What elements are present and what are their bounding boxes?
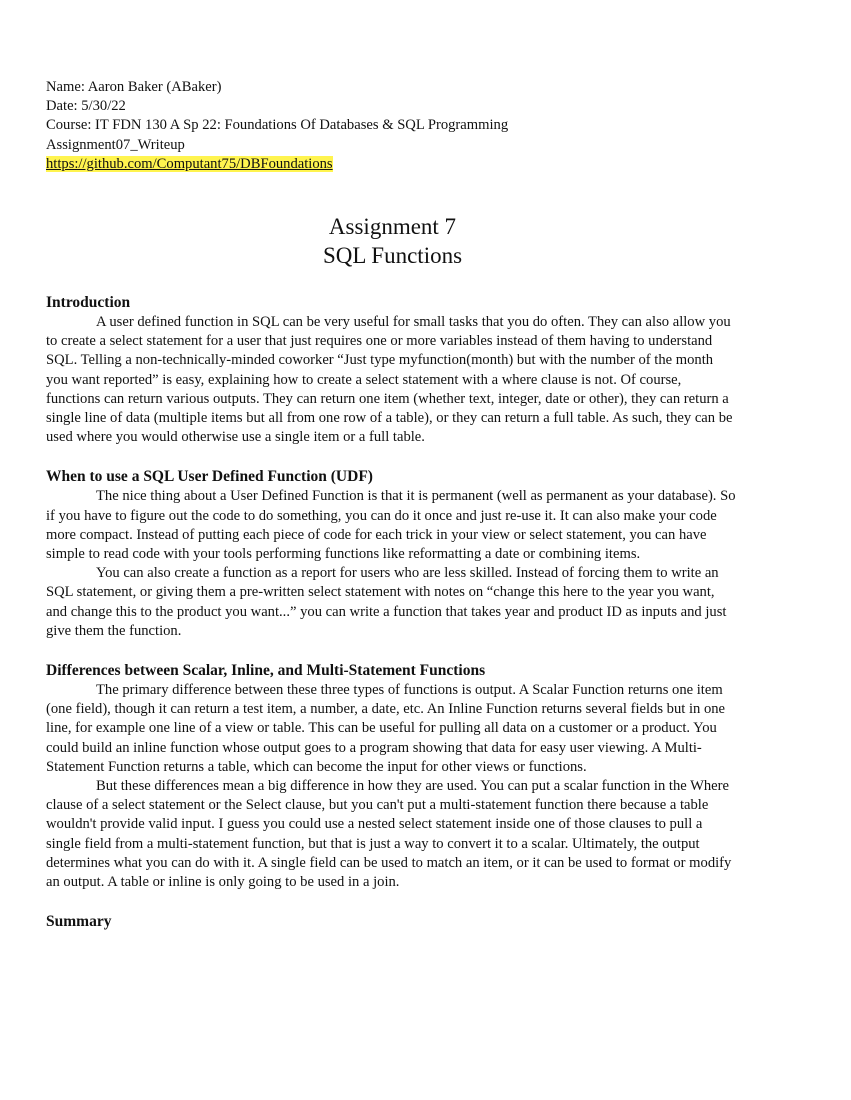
course-title: Course: IT FDN 130 A Sp 22: Foundations Of Databases & SQL Programming	[46, 117, 509, 134]
title-line-1: Assignment 7	[328, 214, 457, 240]
document-title	[46, 212, 739, 270]
paragraph-introduction: A user defined function in SQL can be very useful for small tasks that you do often. They can also allow you to create a select statement for a user that just requires one or more variables instead of them having to understand SQL. Telling a non-technically-minded coworker “Just type myfunction(month) but with the number of the month you want reported” is easy, explaining how to create a select statement with a where clause is not. Of course, functions can return various outputs. They can return one item (whether text, integer, date or other), they can return a single line of data (multiple items but all from one row of a table), or they can return a full table. As such, they can be used where you would otherwise use a single item or a full table.	[46, 314, 733, 446]
title-line-2: SQL Functions	[322, 243, 463, 269]
paragraph-udf-reports: You can also create a function as a report for users who are less skilled. Instead of forcing them to write an SQL statement, or giving them a pre-written select statement with notes on “change this here to the year you want, and change this to the product you want...” you can write a function that takes year and product ID as inputs and just give them the function.	[46, 565, 727, 639]
document-page	[46, 78, 746, 932]
heading-when-to-use-udf: When to use a SQL User Defined Function (UDF)	[46, 468, 373, 486]
paragraph-function-usage: But these differences mean a big difference in how they are used. You can put a scalar function in the Where clause of a select statement or the Select clause, but you can't put a multi-statement function there because a table wouldn't provide valid input. I guess you could use a nested select statement inside one of those clauses to pull a single field from a multi-statement function, but that is just a way to convert it to a scalar. Ultimately, the output determines what you can do with it. A single field can be used to match an item, or it can be used to format or modify an output. A table or inline is only going to be used in a join.	[46, 778, 732, 891]
heading-introduction: Introduction	[46, 294, 131, 312]
assignment-date: Date: 5/30/22	[46, 98, 126, 115]
paragraph-function-outputs: The primary difference between these three types of functions is output. A Scalar Function returns one item (one field), though it can return a test item, a number, a date, etc. An Inline Function returns several fields but in one line, for example one line of a view or table. This can be useful for pulling all data on a customer or a product. You could build an inline function whose output goes to a program showing that data for easy user viewing. A Multi-Statement Function returns a table, which can become the input for other views or functions.	[46, 682, 726, 775]
assignment-name: Assignment07_Writeup	[46, 136, 185, 153]
heading-function-differences: Differences between Scalar, Inline, and Multi-Statement Functions	[46, 662, 486, 680]
header-block	[46, 78, 746, 174]
github-repo-link[interactable]: https://github.com/Computant75/DBFoundations	[46, 155, 333, 172]
author-name: Name: Aaron Baker (ABaker)	[46, 79, 222, 95]
paragraph-udf-permanence: The nice thing about a User Defined Function is that it is permanent (well as permanent as your database). So if you have to figure out the code to do something, you can do it once and just re-use it. It can also make your code more compact. Instead of putting each piece of code for each trick in your view or select statement, you can have simple to read code with your tools performing functions like reformatting a date or combining items.	[46, 488, 736, 563]
heading-summary: Summary	[46, 913, 112, 931]
